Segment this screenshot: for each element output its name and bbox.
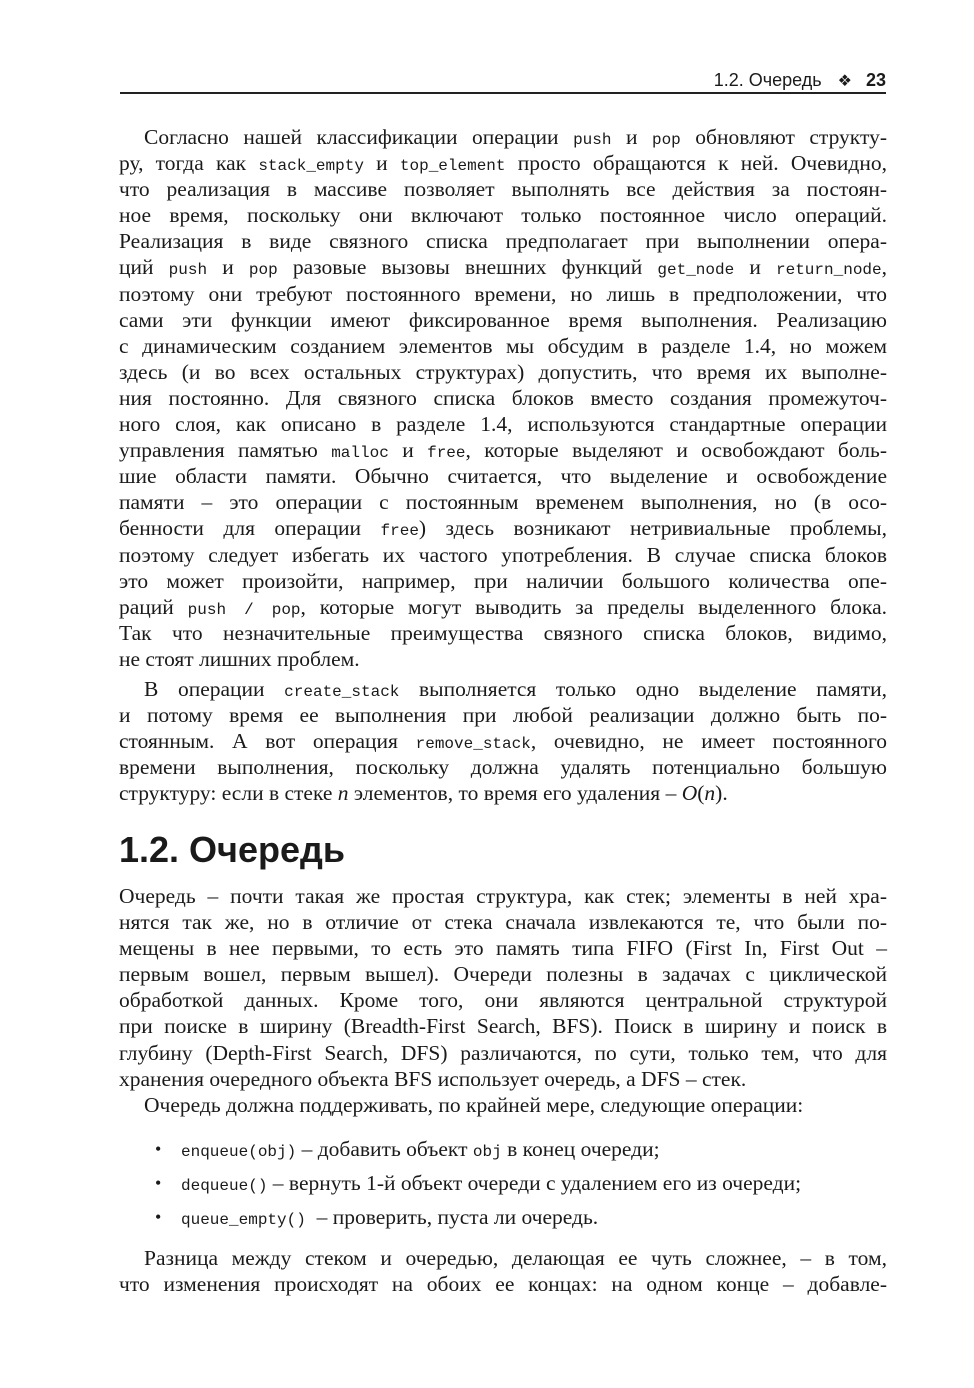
header-section-title: 1.2. Очередь xyxy=(713,70,822,90)
text-line: что реализация в массиве позволяет выполнять все действия за постоян- xyxy=(119,177,887,202)
inline-code: pop xyxy=(651,131,681,149)
paragraph-queue-operations xyxy=(119,1092,887,1118)
text-line: это может произойти, например, при наличии большого количества опе- xyxy=(119,568,887,593)
list-item xyxy=(119,1200,887,1234)
paragraph-create-remove-stack xyxy=(119,676,887,806)
text-line: мещены в нее первыми, то есть это память типа FIFO (First In, First Out – xyxy=(119,936,887,961)
inline-code: push xyxy=(168,261,208,280)
inline-code: malloc xyxy=(331,444,389,463)
text-line: хранения очередного объекта BFS использует очередь, а DFS – стек. xyxy=(119,1066,747,1091)
text-line: при поиске в ширину (Breadth-First Search, BFS). Поиск в ширину и поиск в xyxy=(119,1014,887,1039)
text-line: раций push / pop, которые могут выводить за пределы выделенного блока. xyxy=(119,594,888,619)
text-line: что изменения происходят на обоих ее концах: на одном конце – добавле- xyxy=(119,1272,887,1297)
running-header xyxy=(120,60,886,94)
text-line: Очередь – почти такая же простая структура, как стек; элементы в ней хра- xyxy=(119,884,887,908)
text-line: структуру: если в стеке n элементов, то время его удаления – O(n). xyxy=(119,781,728,806)
section-heading: 1.2. Очередь xyxy=(119,829,345,870)
paragraph-stack-vs-queue xyxy=(119,1245,887,1297)
header-right xyxy=(714,70,886,92)
text-line: Реализация в виде связного списка предполагает при выполнении опера- xyxy=(119,229,887,254)
inline-code: create_stack xyxy=(284,683,400,701)
page-number: 23 xyxy=(865,70,886,90)
list-item-text: – добавить объект xyxy=(296,1137,473,1161)
text-line: Очередь должна поддерживать, по крайней мере, следующие операции: xyxy=(144,1093,804,1117)
list-item-code: enqueue(obj) xyxy=(181,1143,297,1161)
text-line: поэтому следует избегать их частого употребления. В случае списка блоков xyxy=(119,542,887,567)
text-line: поэтому они требуют постоянного времени, но лишь в предположении, что xyxy=(119,281,887,306)
bullet-icon: • xyxy=(155,1173,162,1193)
text-line: Разница между стеком и очередью, делающая ее чуть сложнее, – в том, xyxy=(144,1246,887,1270)
text-line: ций push и pop разовые вызовы внешних функций get_node и return_node, xyxy=(119,255,887,280)
inline-code: push xyxy=(573,131,612,149)
list-item-text: – вернуть 1-й объект очереди с удалением его из очереди; xyxy=(267,1171,802,1195)
inline-code: stack_empty xyxy=(258,157,364,176)
text-line: и потому время ее выполнения при любой реализации должно быть по- xyxy=(119,703,887,728)
bullet-icon: • xyxy=(155,1139,162,1159)
text-line: стоянным. А вот операция remove_stack, очевидно, не имеет постоянного xyxy=(119,729,887,754)
list-item xyxy=(119,1166,887,1200)
list-item xyxy=(119,1132,887,1166)
inline-code: return_node xyxy=(776,261,882,280)
list-item-code-arg: obj xyxy=(472,1143,502,1161)
inline-code: push / pop xyxy=(187,600,301,619)
text-line: В операции create_stack выполняется только одно выделение памяти, xyxy=(144,677,888,701)
inline-code: free xyxy=(380,522,419,541)
text-line: Так что незначительные преимущества связного списка блоков, видимо, xyxy=(119,620,887,645)
text-line: бенности для операции free) здесь возникают нетривиальные проблемы, xyxy=(119,516,888,541)
header-separator-icon: ❖ xyxy=(837,73,852,90)
inline-code: top_element xyxy=(399,157,506,176)
list-item-text: – проверить, пуста ли очередь. xyxy=(305,1205,599,1229)
text-line: ния постоянно. Для связного списка блоков вместо создания промежуточ- xyxy=(119,385,887,410)
inline-code: pop xyxy=(248,261,278,280)
paragraph-queue-intro xyxy=(119,883,887,1092)
inline-code: remove_stack xyxy=(415,735,531,754)
operations-list xyxy=(119,1132,887,1234)
text-line: сами эти функции имеют фиксированное время выполнения. Реализацию xyxy=(119,307,887,332)
inline-code: get_node xyxy=(657,261,735,280)
list-item-code: dequeue() xyxy=(181,1177,268,1195)
inline-code: free xyxy=(427,444,466,463)
text-line: времени выполнения, поскольку должна удалять потенциально большую xyxy=(119,755,887,780)
list-item-code: queue_empty() xyxy=(181,1211,306,1229)
math-italic: O xyxy=(681,781,698,806)
text-line: не стоят лишних проблем. xyxy=(119,646,360,671)
text-line: ру, тогда как stack_empty и top_element просто обращаются к ней. Очевидно, xyxy=(119,151,887,176)
text-line: управления памятью malloc и free, которые выделяют и освобождают боль- xyxy=(119,438,887,463)
text-line: нятся так же, но в отличие от стека сначала извлекаются те, что были по- xyxy=(119,910,887,935)
list-item-text-end: в конец очереди; xyxy=(501,1137,660,1161)
text-line: Согласно нашей классификации операции push и pop обновляют структу- xyxy=(144,125,887,149)
text-line: памяти – это операции с постоянным временем выполнения, но (в осо- xyxy=(119,490,887,515)
text-line: с динамическим созданием элементов мы обсудим в разделе 1.4, но можем xyxy=(119,333,887,358)
math-italic: n xyxy=(337,781,349,806)
paragraph-stack-operations xyxy=(119,124,887,672)
text-line: ное время, поскольку они включают только постоянное число операций. xyxy=(119,203,887,228)
text-line: ного слоя, как описано в разделе 1.4, используются стандартные операции xyxy=(119,412,887,437)
text-line: шие области памяти. Обычно считается, что выделение и освобождение xyxy=(119,464,887,489)
text-line: глубину (Depth-First Search, DFS) различаются, по сути, только тем, что для xyxy=(119,1040,887,1065)
math-italic: n xyxy=(704,781,716,806)
bullet-icon: • xyxy=(155,1207,162,1227)
text-line: обработкой данных. Кроме того, они являются центральной структурой xyxy=(119,988,887,1013)
text-line: первым вошел, первым вышел). Очереди полезны в задачах с циклической xyxy=(119,962,887,987)
text-line: здесь (и во всех остальных структурах) допустить, что время их выполне- xyxy=(119,359,887,384)
